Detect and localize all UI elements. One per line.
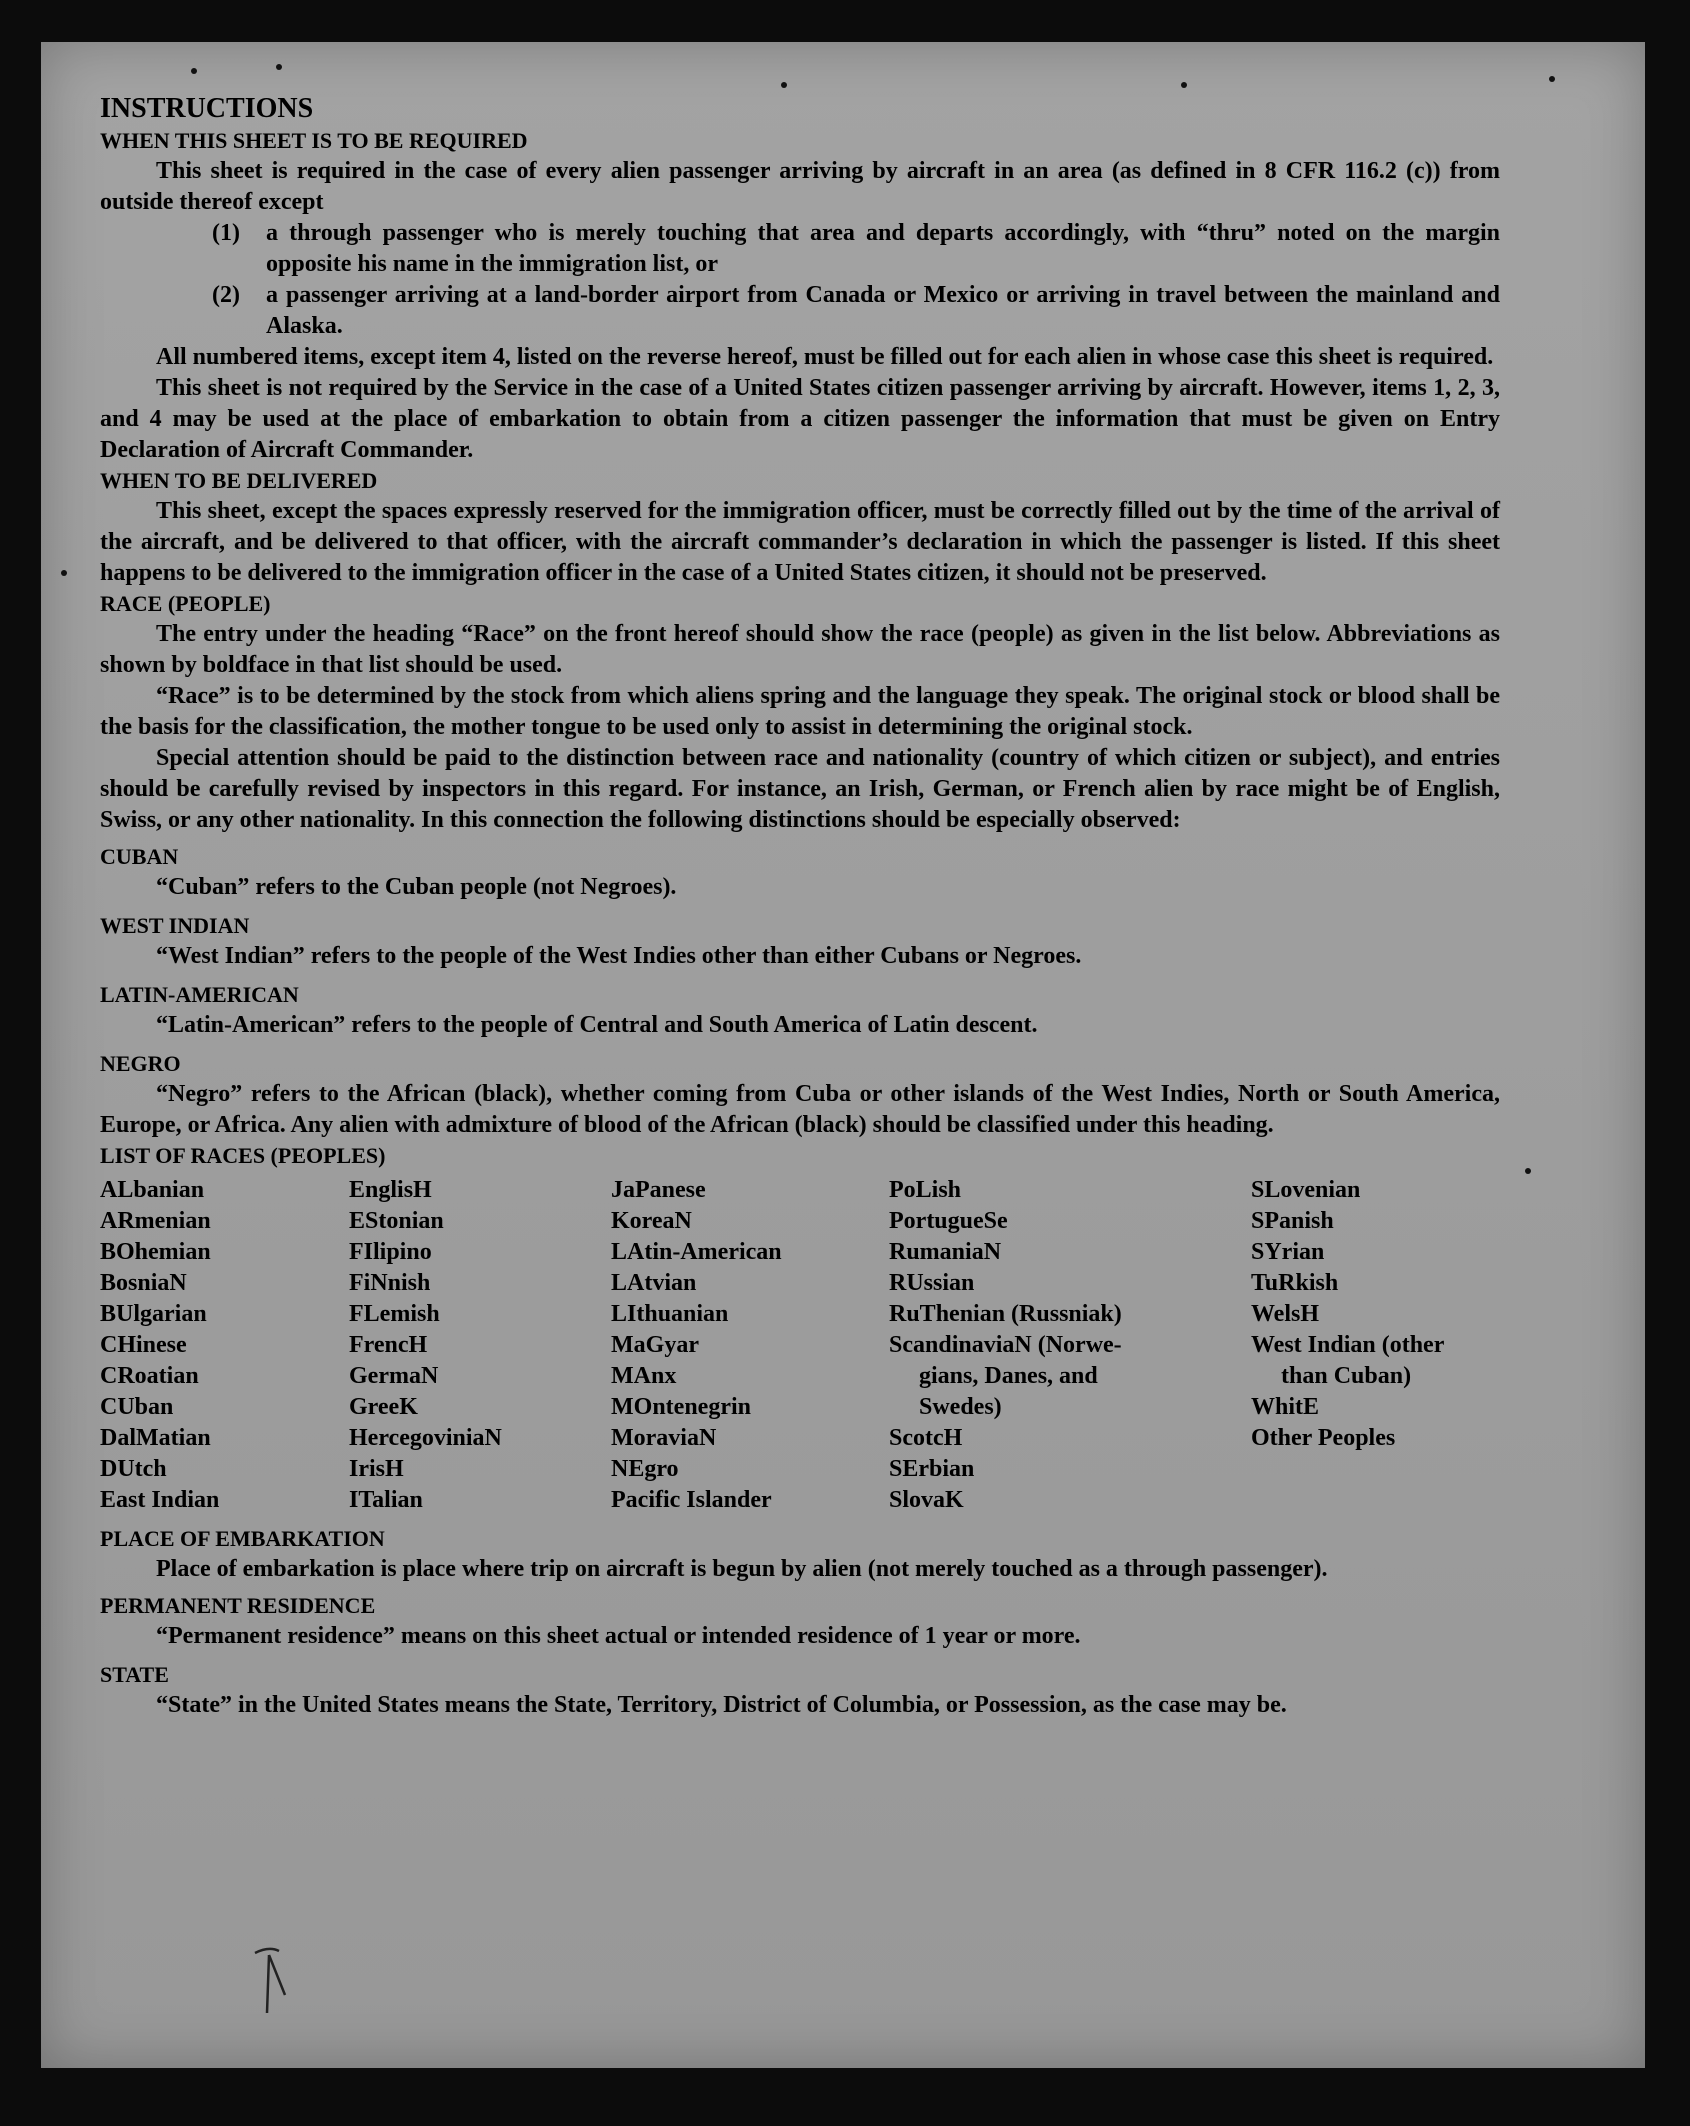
- races-column-5: [1251, 1175, 1500, 1516]
- when-required-intro: This sheet is required in the case of every alien passenger arriving by aircraft in an area (as defined in 8 CFR 116.2 (c)) from outside thereof except: [100, 158, 1500, 215]
- race-entry: LIthuanian: [611, 1301, 729, 1327]
- race-entry: WelsH: [1251, 1301, 1320, 1327]
- race-entry: SLovenian: [1251, 1177, 1361, 1203]
- embarkation-text: Place of embarkation is place where trip on aircraft is begun by alien (not merely touched as a through passenger).: [156, 1556, 1328, 1582]
- exception-text: a passenger arriving at a land-border airport from Canada or Mexico or arriving in travel between the mainland and Alaska.: [266, 282, 1500, 339]
- punch-dot: [1525, 1168, 1531, 1174]
- section-heading-when-delivered: WHEN TO BE DELIVERED: [100, 468, 378, 493]
- page-title: INSTRUCTIONS: [100, 93, 314, 124]
- races-column-1: [100, 1175, 349, 1516]
- race-entry: IrisH: [349, 1456, 404, 1482]
- latin-american-text: “Latin-American” refers to the people of Central and South America of Latin descent.: [156, 1012, 1038, 1038]
- punch-dot: [781, 82, 787, 88]
- race-entry: EStonian: [349, 1208, 444, 1234]
- cuban-text: “Cuban” refers to the Cuban people (not Negroes).: [156, 874, 677, 900]
- race-entry: RumaniaN: [889, 1239, 1002, 1265]
- race-entry: ScandinaviaN (Norwe-: [889, 1332, 1122, 1358]
- race-entry: PoLish: [889, 1177, 962, 1203]
- race-entry: FrencH: [349, 1332, 428, 1358]
- section-heading-state: STATE: [100, 1662, 169, 1687]
- when-required-para-2: All numbered items, except item 4, listed on the reverse hereof, must be filled out for each alien in whose case this sheet is required.: [156, 344, 1494, 370]
- race-entry: MOntenegrin: [611, 1394, 751, 1420]
- exception-number: (1): [212, 220, 240, 246]
- race-entry: West Indian (other: [1251, 1332, 1445, 1358]
- section-heading-embarkation: PLACE OF EMBARKATION: [100, 1526, 385, 1551]
- permanent-residence-text: “Permanent residence” means on this sheet actual or intended residence of 1 year or more.: [156, 1623, 1081, 1649]
- exception-item-1: [100, 218, 1500, 280]
- race-entry: PortugueSe: [889, 1208, 1008, 1234]
- race-entry: ITalian: [349, 1487, 423, 1513]
- race-entry: LAtvian: [611, 1270, 697, 1296]
- race-entry: BosniaN: [100, 1270, 187, 1296]
- when-delivered-text: This sheet, except the spaces expressly reserved for the immigration officer, must be correctly filled out by the time of the arrival of the aircraft, and be delivered to that officer, with the aircraft commander’s declaration in which the passenger is listed. If this sheet happens to be delivered to the immigration officer in the case of a United States citizen, it should not be preserved.: [100, 498, 1500, 586]
- race-entry: MAnx: [611, 1363, 677, 1389]
- race-entry: SYrian: [1251, 1239, 1325, 1265]
- punch-dot: [61, 570, 67, 576]
- race-entry: Other Peoples: [1251, 1425, 1396, 1451]
- punch-dot: [1549, 76, 1555, 82]
- exception-item-2: [100, 280, 1500, 342]
- race-entry: DalMatian: [100, 1425, 211, 1451]
- race-entry: BUlgarian: [100, 1301, 207, 1327]
- race-entry: LAtin-American: [611, 1239, 782, 1265]
- handwritten-mark: [245, 1935, 295, 2015]
- race-entry: TuRkish: [1251, 1270, 1339, 1296]
- race-entry: CRoatian: [100, 1363, 199, 1389]
- race-entry: ScotcH: [889, 1425, 963, 1451]
- race-entry: CUban: [100, 1394, 174, 1420]
- race-entry: WhitE: [1251, 1394, 1320, 1420]
- race-entry: ARmenian: [100, 1208, 211, 1234]
- instructions-content: [100, 92, 1500, 1721]
- exception-text: a through passenger who is merely touching that area and departs accordingly, with “thru” noted on the margin opposite his name in the immigration list, or: [266, 220, 1500, 277]
- section-heading-when-required: WHEN THIS SHEET IS TO BE REQUIRED: [100, 128, 528, 153]
- punch-dot: [276, 64, 282, 70]
- race-entry: FIlipino: [349, 1239, 432, 1265]
- state-text: “State” in the United States means the State, Territory, District of Columbia, or Possession, as the case may be.: [156, 1692, 1287, 1718]
- race-entry-continued: than Cuban): [1281, 1363, 1412, 1389]
- race-entry: FiNnish: [349, 1270, 431, 1296]
- race-entry: CHinese: [100, 1332, 187, 1358]
- race-entry: HercegoviniaN: [349, 1425, 502, 1451]
- section-heading-permanent-residence: PERMANENT RESIDENCE: [100, 1593, 376, 1618]
- races-column-3: [611, 1175, 889, 1516]
- section-heading-negro: NEGRO: [100, 1051, 181, 1076]
- race-entry: KoreaN: [611, 1208, 692, 1234]
- punch-dot: [1181, 82, 1187, 88]
- race-entry: EnglisH: [349, 1177, 432, 1203]
- races-list: [100, 1175, 1500, 1516]
- race-entry: RUssian: [889, 1270, 975, 1296]
- race-entry-continued: gians, Danes, and: [919, 1363, 1098, 1389]
- race-entry: BOhemian: [100, 1239, 211, 1265]
- section-heading-latin-american: LATIN-AMERICAN: [100, 982, 299, 1007]
- race-entry: SPanish: [1251, 1208, 1334, 1234]
- race-entry: JaPanese: [611, 1177, 706, 1203]
- race-entry: Pacific Islander: [611, 1487, 772, 1513]
- exception-number: (2): [212, 282, 240, 308]
- punch-dot: [191, 68, 197, 74]
- when-required-para-3: This sheet is not required by the Service in the case of a United States citizen passenger arriving by aircraft. However, items 1, 2, 3, and 4 may be used at the place of embarkation to obtain from a citizen passenger the information that must be given on Entry Declaration of Aircraft Commander.: [100, 375, 1500, 463]
- race-entry: SErbian: [889, 1456, 975, 1482]
- races-column-4: [889, 1175, 1251, 1516]
- race-entry: MaGyar: [611, 1332, 699, 1358]
- section-heading-cuban: CUBAN: [100, 844, 179, 869]
- race-para-3: Special attention should be paid to the distinction between race and nationality (country of which citizen or subject), and entries should be carefully revised by inspectors in this regard. For instance, an Irish, German, or French alien by race might be of English, Swiss, or any other nationality. In this connection the following distinctions should be especially observed:: [100, 745, 1500, 833]
- section-heading-west-indian: WEST INDIAN: [100, 913, 250, 938]
- race-para-2: “Race” is to be determined by the stock from which aliens spring and the language they speak. The original stock or blood shall be the basis for the classification, the mother tongue to be used only to assist in determining the original stock.: [100, 683, 1500, 740]
- race-entry: RuThenian (Russniak): [889, 1301, 1122, 1327]
- race-entry: East Indian: [100, 1487, 220, 1513]
- race-entry-continued: Swedes): [919, 1394, 1002, 1420]
- race-para-1: The entry under the heading “Race” on the front hereof should show the race (people) as given in the list below. Abbreviations as shown by boldface in that list should be used.: [100, 621, 1500, 678]
- west-indian-text: “West Indian” refers to the people of the West Indies other than either Cubans or Negroes.: [156, 943, 1082, 969]
- section-heading-list-of-races: LIST OF RACES (PEOPLES): [100, 1143, 386, 1168]
- race-entry: DUtch: [100, 1456, 167, 1482]
- race-entry: SlovaK: [889, 1487, 964, 1513]
- race-entry: NEgro: [611, 1456, 679, 1482]
- race-entry: GermaN: [349, 1363, 439, 1389]
- race-entry: MoraviaN: [611, 1425, 717, 1451]
- race-entry: FLemish: [349, 1301, 440, 1327]
- races-column-2: [349, 1175, 611, 1516]
- race-entry: ALbanian: [100, 1177, 205, 1203]
- section-heading-race: RACE (PEOPLE): [100, 591, 271, 616]
- race-entry: GreeK: [349, 1394, 418, 1420]
- negro-text: “Negro” refers to the African (black), whether coming from Cuba or other islands of the West Indies, North or South America, Europe, or Africa. Any alien with admixture of blood of the African (black) should be classified under this heading.: [100, 1081, 1500, 1138]
